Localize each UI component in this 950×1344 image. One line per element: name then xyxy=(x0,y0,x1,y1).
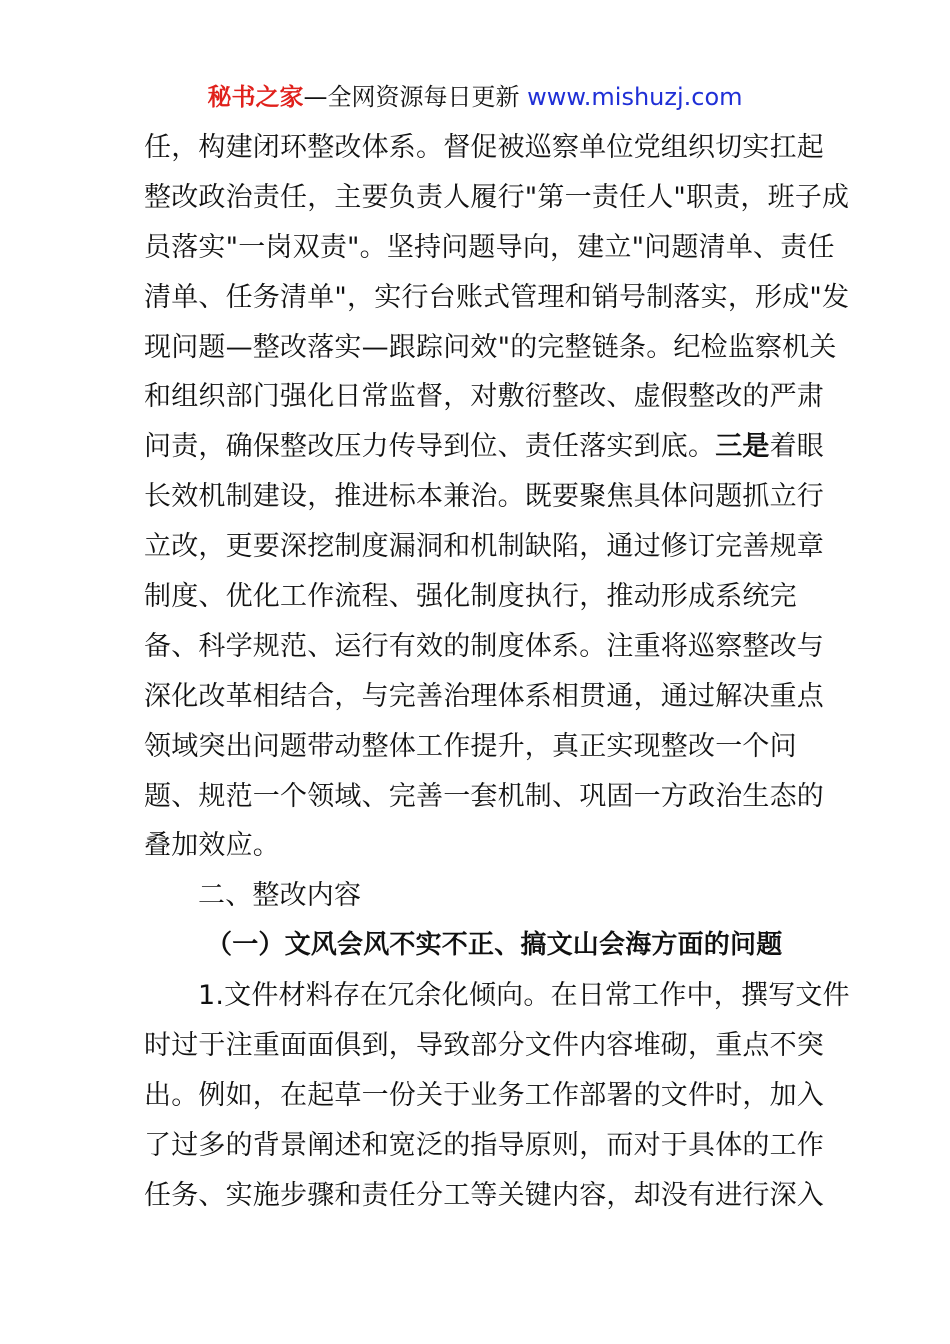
text-line: 立改，更要深挖制度漏洞和机制缺陷，通过修订完善规章 xyxy=(144,531,824,563)
text-line: 叠加效应。 xyxy=(144,830,280,862)
subsection-heading: （一）文风会风不实不正、搞文山会海方面的问题 xyxy=(206,930,783,961)
site-url-link[interactable]: www.mishuzj.com xyxy=(527,83,743,111)
site-header xyxy=(0,80,950,114)
text-line: 现问题—整改落实—跟踪问效"的完整链条。纪检监察机关 xyxy=(144,331,837,363)
text-line: 清单、任务清单"，实行台账式管理和销号制落实，形成"发 xyxy=(144,281,850,313)
section-heading: 二、整改内容 xyxy=(198,880,362,912)
brand-name: 秘书之家 xyxy=(207,83,304,111)
text-line: 整改政治责任，主要负责人履行"第一责任人"职责，班子成 xyxy=(144,181,850,213)
text-line: 深化改革相结合，与完善治理体系相贯通，通过解决重点 xyxy=(144,680,824,712)
text-line: 和组织部门强化日常监督，对敷衍整改、虚假整改的严肃 xyxy=(144,381,824,413)
text-line: 1.文件材料存在冗余化倾向。在日常工作中，撰写文件 xyxy=(198,980,850,1012)
emphasis-text: 三是 xyxy=(715,431,770,463)
text-line: 长效机制建设，推进标本兼治。既要聚焦具体问题抓立行 xyxy=(144,481,824,513)
text-line: 制度、优化工作流程、强化制度执行，推动形成系统完 xyxy=(144,581,797,613)
text-line: 出。例如，在起草一份关于业务工作部署的文件时，加入 xyxy=(144,1079,824,1111)
text-segment: 着眼 xyxy=(769,431,825,463)
document-body xyxy=(144,123,850,1221)
text-line: 备、科学规范、运行有效的制度体系。注重将巡察整改与 xyxy=(144,630,824,662)
text-line: 了过多的背景阐述和宽泛的指导原则，而对于具体的工作 xyxy=(144,1129,824,1161)
text-line: 任务、实施步骤和责任分工等关键内容，却没有进行深入 xyxy=(144,1179,824,1211)
text-line xyxy=(144,422,824,472)
text-line: 时过于注重面面俱到，导致部分文件内容堆砌，重点不突 xyxy=(144,1030,824,1062)
header-tagline: —全网资源每日更新 xyxy=(303,83,520,111)
text-line: 员落实"一岗双责"。坚持问题导向，建立"问题清单、责任 xyxy=(144,231,835,263)
text-line: 任，构建闭环整改体系。督促被巡察单位党组织切实扛起 xyxy=(144,132,824,163)
text-line: 领域突出问题带动整体工作提升，真正实现整改一个问 xyxy=(144,730,797,762)
text-line: 题、规范一个领域、完善一套机制、巩固一方政治生态的 xyxy=(144,780,824,812)
text-segment: 问责，确保整改压力传导到位、责任落实到底。 xyxy=(144,431,716,463)
